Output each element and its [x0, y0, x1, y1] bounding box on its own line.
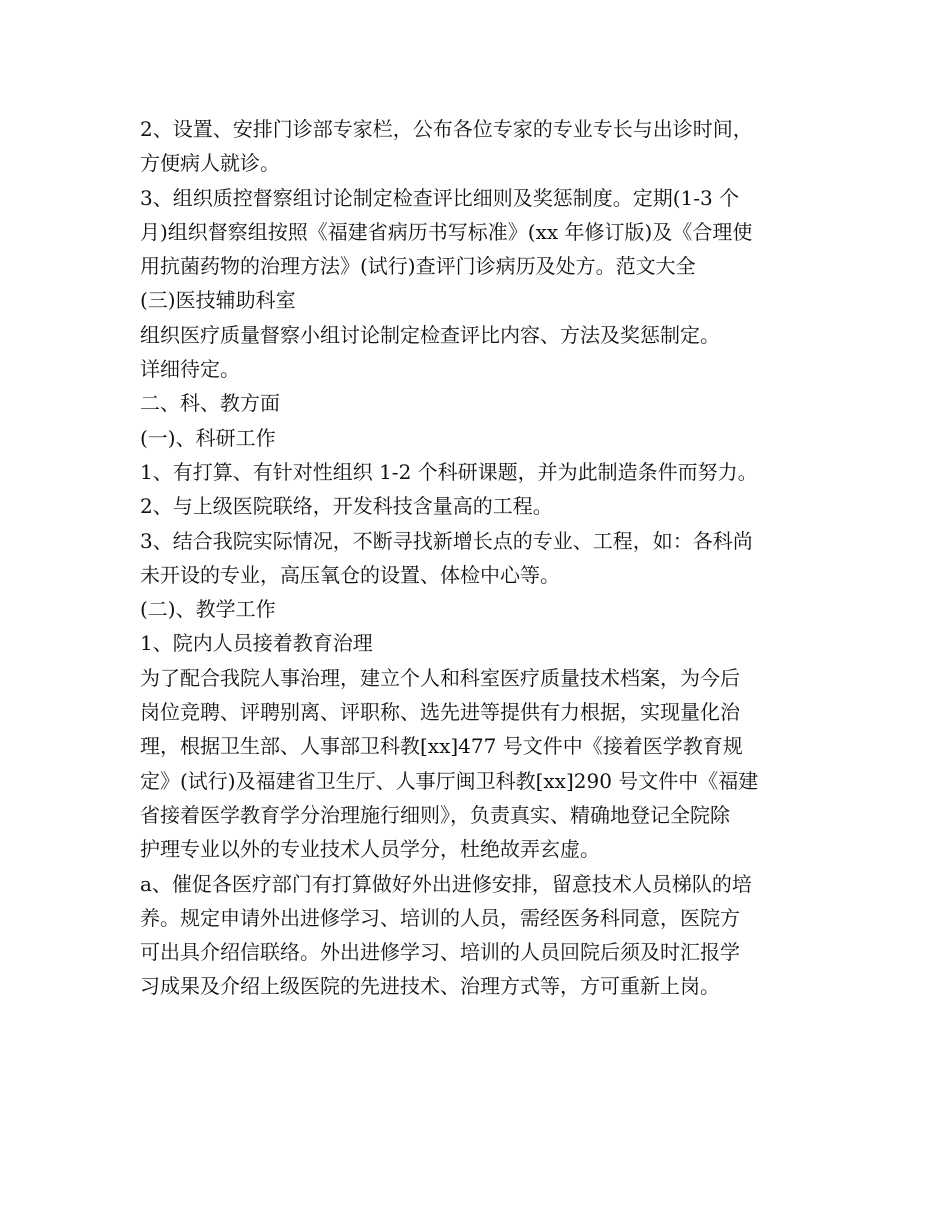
text-line: 组织医疗质量督察小组讨论制定检查评比内容、方法及奖惩制定。: [140, 322, 720, 347]
text-line: 为了配合我院人事治理，建立个人和科室医疗质量技术档案，为今后: [140, 665, 740, 690]
text-line: 2、设置、安排门诊部专家栏，公布各位专家的专业专长与出诊时间，: [140, 117, 753, 141]
text-line: 1、院内人员接着教育治理: [140, 631, 373, 656]
document-body: [140, 112, 815, 1004]
text-line: 可出具介绍信联络。外出进修学习、培训的人员回院后须及时汇报学: [140, 940, 740, 965]
text-line: 护理专业以外的专业技术人员学分，杜绝故弄玄虚。: [140, 837, 600, 862]
text-line: 养。规定申请外出进修学习、培训的人员，需经医务科同意，医院方: [140, 905, 740, 930]
text-line: (二)、教学工作: [140, 597, 276, 622]
text-line: 省接着医学教育学分治理施行细则》，负责真实、精确地登记全院除: [140, 802, 730, 827]
text-line: 2、与上级医院联络，开发科技含量高的工程。: [140, 494, 553, 519]
text-line: 二、科、教方面: [140, 391, 280, 416]
text-line: 定》(试行)及福建省卫生厅、人事厅闽卫科教[xx]290 号文件中《福建: [140, 768, 759, 793]
text-line: a、催促各医疗部门有打算做好外出进修安排，留意技术人员梯队的培: [140, 871, 752, 896]
text-line: 1、有打算、有针对性组织 1-2 个科研课题，并为此制造条件而努力。: [140, 459, 758, 484]
text-line: (一)、科研工作: [140, 425, 276, 450]
text-line: 习成果及介绍上级医院的先进技术、治理方式等，方可重新上岗。: [140, 974, 720, 999]
text-line: 未开设的专业，高压氧仓的设置、体检中心等。: [140, 562, 560, 587]
text-line: 岗位竞聘、评聘别离、评职称、选先进等提供有力根据，实现量化治: [140, 700, 740, 725]
text-line: 月)组织督察组按照《福建省病历书写标准》(xx 年修订版)及《合理使: [140, 219, 753, 244]
text-line: (三)医技辅助科室: [140, 288, 296, 313]
text-line: 理，根据卫生部、人事部卫科教[xx]477 号文件中《接着医学教育规: [140, 734, 743, 759]
text-line: 3、组织质控督察组讨论制定检查评比细则及奖惩制度。定期(1-3 个: [140, 185, 740, 210]
text-line: 详细待定。: [140, 357, 240, 382]
text-line: 用抗菌药物的治理方法》(试行)查评门诊病历及处方。范文大全: [140, 254, 696, 279]
text-line: 3、结合我院实际情况，不断寻找新增长点的专业、工程，如：各科尚: [140, 528, 753, 553]
text-line: 方便病人就诊。: [140, 151, 280, 176]
